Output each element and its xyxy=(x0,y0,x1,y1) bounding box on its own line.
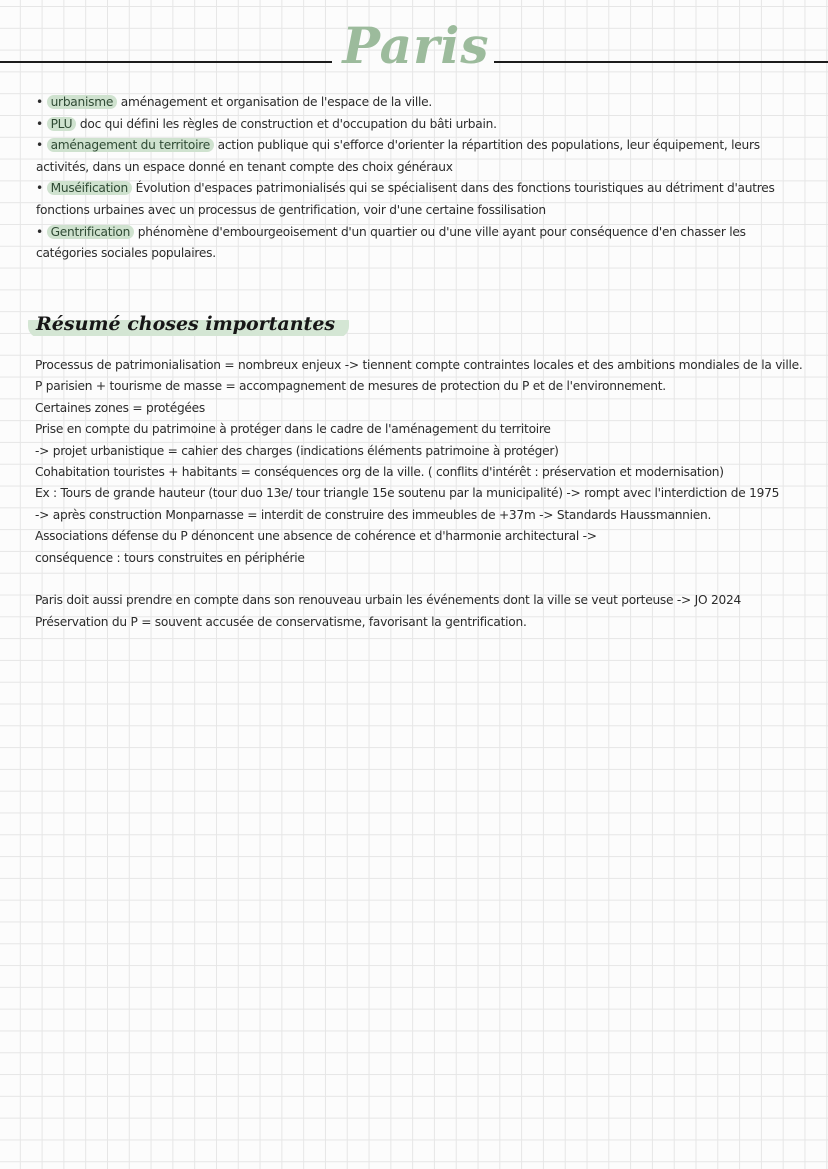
summary-line: P parisien + tourisme de masse = accompagnement de mesures de protection du P et de l'environnement. xyxy=(35,379,666,394)
definition-item: • Muséification Évolution d'espaces patrimonialisés qui se spécialisent dans des fonctions touristiques au détriment d'autres fonctions urbaines avec un processus de gentrification, voir d'une certaine fossilisation xyxy=(36,181,775,217)
definition-term: Gentrification xyxy=(47,225,135,239)
summary-line: Certaines zones = protégées xyxy=(35,400,206,415)
definition-term: urbanisme xyxy=(47,95,118,109)
definition-term: aménagement du territoire xyxy=(47,138,214,152)
title-rule-left xyxy=(0,61,332,63)
definition-term: PLU xyxy=(47,117,77,131)
definition-item: • aménagement du territoire action publique qui s'efforce d'orienter la répartition des populations, leur équipement, leurs activités, dans un espace donné en tenant compte des choix généraux xyxy=(36,138,760,174)
summary-line: Associations défense du P dénoncent une absence de cohérence et d'harmonie architectural -> xyxy=(35,529,597,544)
definition-item: • urbanisme aménagement et organisation de l'espace de la ville. xyxy=(36,95,433,109)
definition-text: phénomène d'embourgeoisement d'un quartier ou d'une ville ayant pour conséquence d'en chasser les catégories sociales populaires. xyxy=(36,224,746,261)
summary-line: Paris doit aussi prendre en compte dans son renouveau urbain les événements dont la ville se veut porteuse -> JO 2024 xyxy=(35,593,741,608)
summary-line: -> après construction Monparnasse = interdit de construire des immeubles de +37m -> Standards Haussmannien. xyxy=(35,507,712,522)
summary-line: Processus de patrimonialisation = nombreux enjeux -> tiennent compte contraintes locales et des ambitions mondiales de la ville. xyxy=(35,358,803,372)
summary-line: Cohabitation touristes + habitants = conséquences org de la ville. ( conflits d'intérêt : préservation et modernisation) xyxy=(35,465,724,480)
definition-item: • PLU doc qui défini les règles de construction et d'occupation du bâti urbain. xyxy=(36,116,497,131)
paragraph-gap xyxy=(35,569,775,590)
definition-text: aménagement et organisation de l'espace de la ville. xyxy=(117,95,433,109)
definition-item: • Gentrification phénomène d'embourgeoisement d'un quartier ou d'une ville ayant pour conséquence d'en chasser les catégories sociales populaires. xyxy=(36,224,746,261)
definition-text: doc qui défini les règles de construction et d'occupation du bâti urbain. xyxy=(76,116,497,131)
summary-heading: Résumé choses importantes xyxy=(28,310,349,338)
definition-term: Muséification xyxy=(47,181,132,195)
summary-line: Ex : Tours de grande hauteur (tour duo 13e/ tour triangle 15e soutenu par la municipalité) -> rompt avec l'interdiction de 1975 xyxy=(35,486,780,501)
page-title: Paris xyxy=(342,16,490,75)
title-rule-right xyxy=(494,61,828,63)
definition-text: action publique qui s'efforce d'orienter la répartition des populations, leur équipement, leurs activités, dans un espace donné en tenant compte des choix généraux xyxy=(36,138,760,174)
summary-line: Préservation du P = souvent accusée de conservatisme, favorisant la gentrification. xyxy=(35,614,527,629)
summary-notes xyxy=(35,355,803,633)
definition-text: Évolution d'espaces patrimonialisés qui se spécialisent dans des fonctions touristiques au détriment d'autres fonctions urbaines avec un processus de gentrification, voir d'une certaine fossilisation xyxy=(36,181,775,217)
summary-line: -> projet urbanistique = cahier des charges (indications éléments patrimoine à protéger) xyxy=(35,443,559,458)
summary-line: Prise en compte du patrimoine à protéger dans le cadre de l'aménagement du territoire xyxy=(35,422,551,437)
summary-line: conséquence : tours construites en périphérie xyxy=(35,550,305,565)
definitions-list xyxy=(36,92,776,265)
